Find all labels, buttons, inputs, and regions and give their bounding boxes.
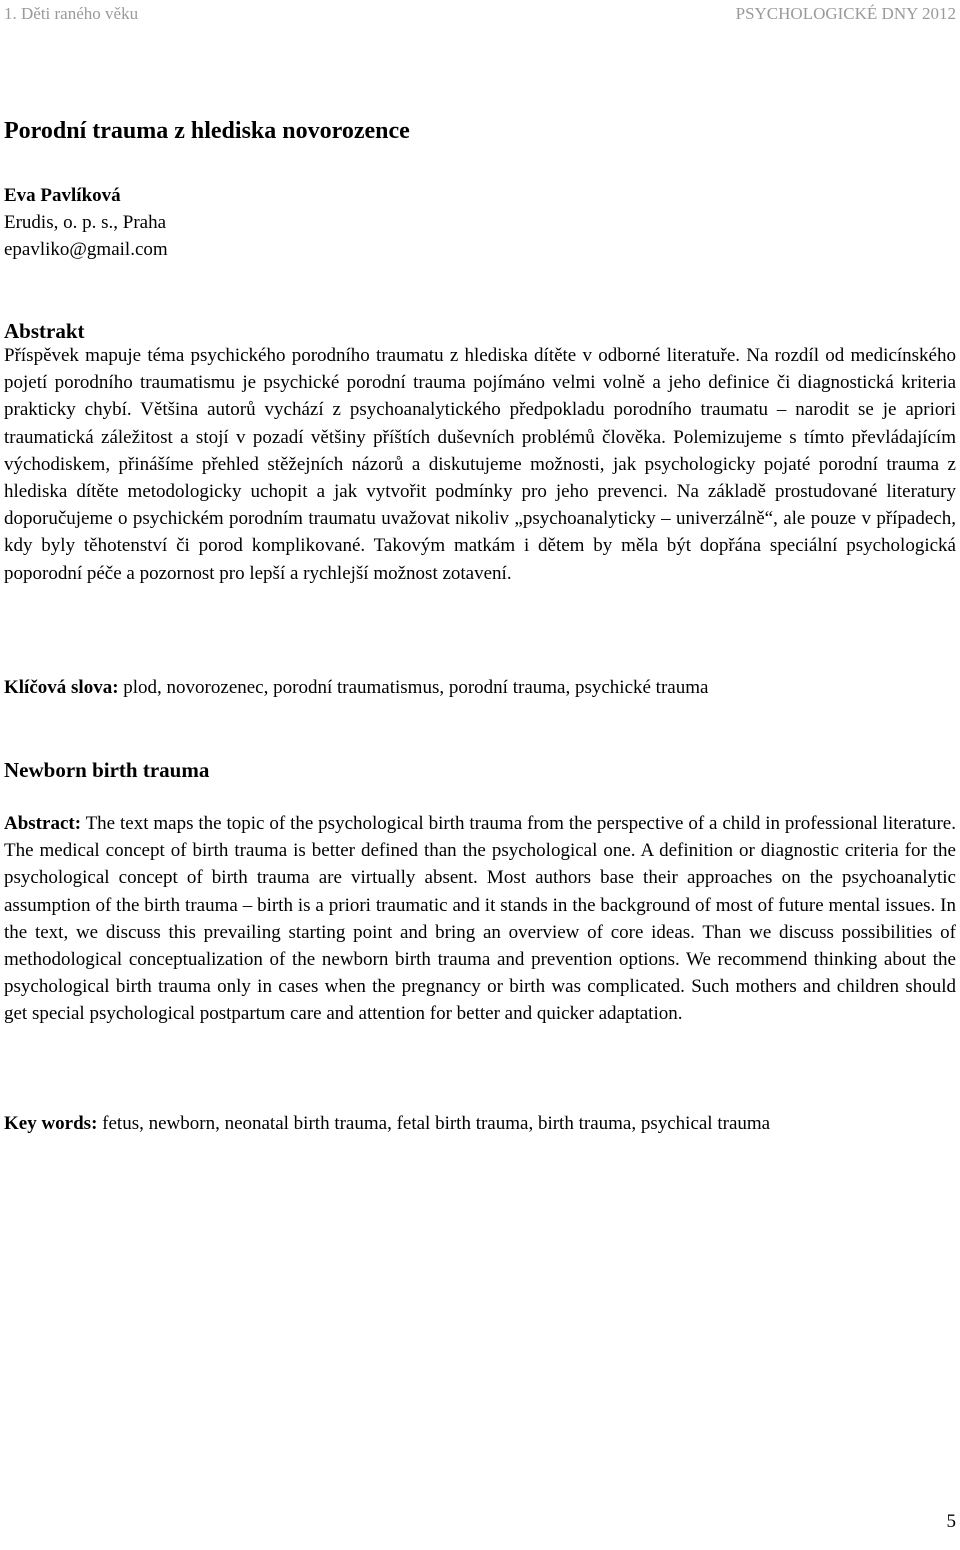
keywords-en bbox=[4, 1110, 904, 1137]
keywords-cz bbox=[4, 674, 956, 701]
keywords-cz-label: Klíčová slova: bbox=[4, 677, 119, 698]
page-number: 5 bbox=[946, 1511, 956, 1532]
abstrakt-heading: Abstrakt bbox=[4, 319, 85, 343]
running-header bbox=[4, 3, 956, 25]
keywords-cz-text: plod, novorozenec, porodní traumatismus, porodní trauma, psychické trauma bbox=[118, 677, 709, 698]
running-header-section: 1. Děti raného věku bbox=[4, 4, 139, 23]
english-abstract bbox=[4, 810, 956, 1028]
author-block bbox=[4, 182, 168, 263]
keywords-en-text: fetus, newborn, neonatal birth trauma, fetal birth trauma, birth trauma, psychical trauma bbox=[97, 1113, 771, 1134]
running-header-conference: PSYCHOLOGICKÉ DNY 2012 bbox=[735, 4, 956, 23]
author-email: epavliko@gmail.com bbox=[4, 239, 168, 260]
english-abstract-text: The text maps the topic of the psychological birth trauma from the perspective of a child in professional literature. The medical concept of birth trauma is better defined than the psychological one. A definition or diagnostic criteria for the psychological concept of birth trauma are virtually absent. Most authors base their approaches on the psychoanalytic assumption of the birth trauma – birth is a priori traumatic and it stands in the background of most of future mental issues. In the text, we discuss this prevailing starting point and bring an overview of core ideas. Than we discuss possibilities of methodological conceptualization of the newborn birth trauma and prevention options. We recommend thinking about the psychological birth trauma only in cases when the pregnancy or birth was complicated. Such mothers and children should get special psychological postpartum care and attention for better and quicker adaptation. bbox=[4, 813, 956, 1025]
author-name: Eva Pavlíková bbox=[4, 185, 121, 206]
article-title: Porodní trauma z hlediska novorozence bbox=[4, 118, 410, 144]
author-affiliation: Erudis, o. p. s., Praha bbox=[4, 212, 167, 233]
abstrakt-text: Příspěvek mapuje téma psychického porodního traumatu z hlediska dítěte v odborné literatuře. Na rozdíl od medicínského pojetí porodního traumatismu je psychické porodní trauma pojímáno velmi volně a jeho definice či diagnostická kriteria prakticky chybí. Většina autorů vychází z psychoanalytického předpokladu porodního traumatu – narodit se je apriori traumatická záležitost a stojí v pozadí většiny příštích duševních problémů člověka. Polemizujeme s tímto převládajícím východiskem, přinášíme přehled stěžejních názorů a diskutujeme možnosti, jak psychologicky pojaté porodní trauma z hlediska dítěte metodologicky uchopit a jak vytvořit podmínky pro jeho prevenci. Na základě prostudované literatury doporučujeme o psychickém porodním traumatu uvažovat nikoliv „psychoanalyticky – univerzálně“, ale pouze v případech, kdy byly těhotenství či porod komplikované. Takovým matkám i dětem by měla být dopřána speciální psychologická poporodní péče a pozornost pro lepší a rychlejší možnost zotavení. bbox=[4, 345, 956, 584]
english-abstract-label: Abstract: bbox=[4, 813, 82, 834]
english-title: Newborn birth trauma bbox=[4, 758, 210, 782]
keywords-en-label: Key words: bbox=[4, 1113, 98, 1134]
